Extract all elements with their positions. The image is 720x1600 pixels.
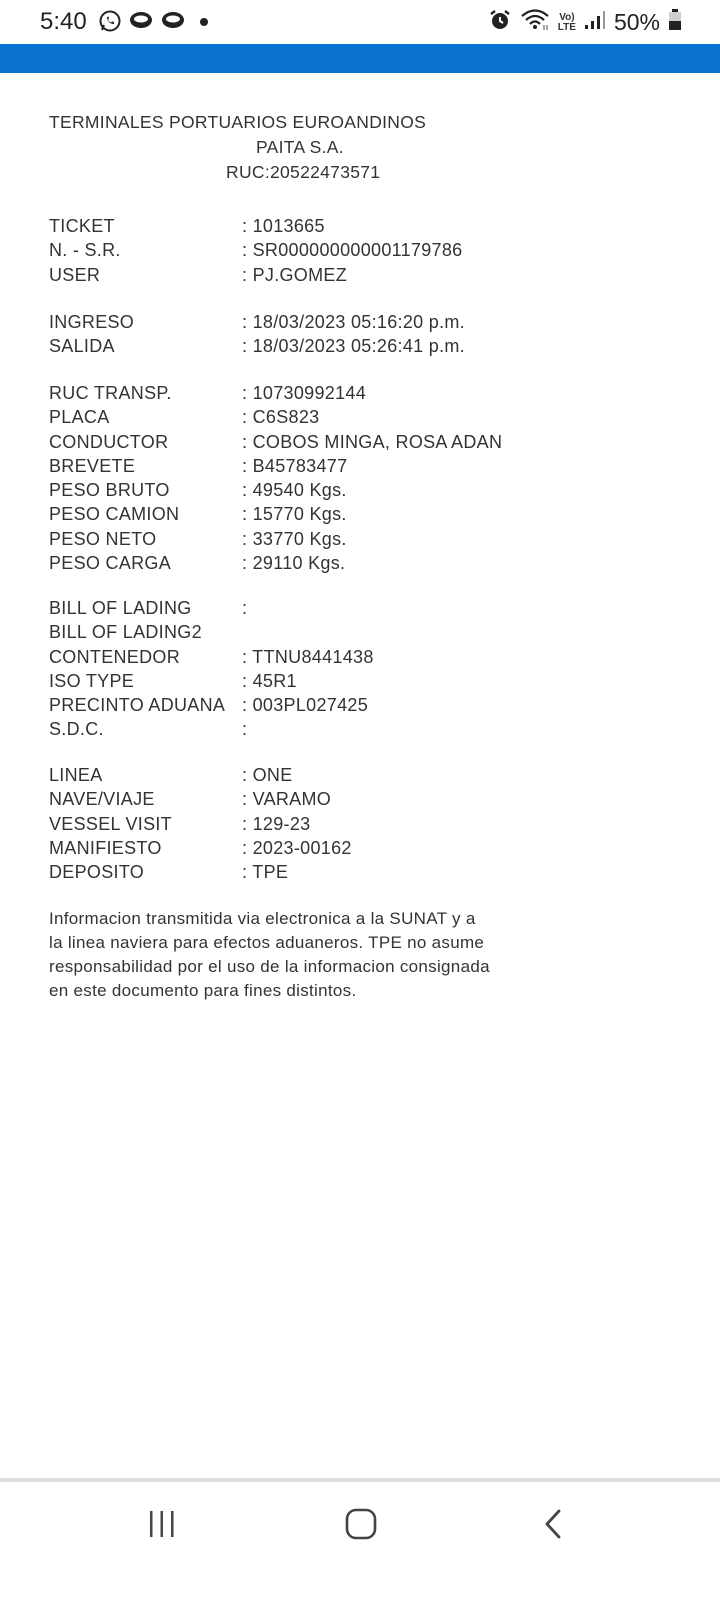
field-label: RUC TRANSP. <box>49 383 172 403</box>
ticket-row <box>49 551 502 575</box>
field-value: : 49540 Kgs. <box>242 480 347 501</box>
field-label: NAVE/VIAJE <box>49 789 155 810</box>
field-label: SALIDA <box>49 336 115 357</box>
field-label: USER <box>49 264 101 285</box>
navigation-bar <box>0 1482 720 1600</box>
field-value: : 29110 Kgs. <box>242 553 346 574</box>
field-value: : 003PL027425 <box>242 695 369 716</box>
field-value: : TTNU8441438 <box>242 646 374 667</box>
field-value: : 1013665 <box>242 216 325 236</box>
field-value: : 2023-00162 <box>242 837 352 858</box>
ticket-row <box>49 693 374 717</box>
ticket-row <box>49 527 502 551</box>
field-value: : ONE <box>242 765 293 785</box>
field-value: : 129-23 <box>242 813 311 834</box>
signal-icon <box>584 8 606 37</box>
field-value: : VARAMO <box>242 789 332 810</box>
back-icon <box>539 1507 569 1546</box>
field-value: : <box>242 719 248 740</box>
field-value: : 45R1 <box>242 670 297 691</box>
disclaimer-line: responsabilidad por el uso de la informacion consignada <box>49 957 490 976</box>
ticket-row <box>49 310 465 334</box>
volte-lte-icon <box>558 13 576 33</box>
field-label: N. - S.R. <box>49 240 121 261</box>
status-left-icons <box>98 9 212 38</box>
field-label: VESSEL VISIT <box>49 813 172 834</box>
wifi-icon <box>520 8 550 37</box>
ticket-row <box>49 502 502 526</box>
company-name-line2: PAITA S.A. <box>256 137 344 157</box>
field-value: : <box>242 598 248 618</box>
field-value: : B45783477 <box>242 455 348 476</box>
home-button[interactable] <box>326 1506 396 1546</box>
field-label: BILL OF LADING2 <box>49 622 202 643</box>
app-bar <box>0 44 720 73</box>
field-label: ISO TYPE <box>49 670 135 691</box>
field-label: S.D.C. <box>49 719 104 740</box>
ticket-row <box>49 381 502 405</box>
ticket-row <box>49 405 502 429</box>
status-bar <box>0 0 720 44</box>
ticket-row <box>49 763 352 787</box>
alarm-icon <box>488 8 512 37</box>
network-bottom-label: LTE <box>557 21 576 33</box>
field-label: PESO CAMION <box>49 504 180 525</box>
field-label: PRECINTO ADUANA <box>49 695 226 716</box>
ticket-info-group <box>49 214 462 287</box>
ticket-row <box>49 334 465 358</box>
field-label: PESO CARGA <box>49 553 172 574</box>
field-value: : 18/03/2023 05:26:41 p.m. <box>242 336 465 357</box>
field-value: : TPE <box>242 862 289 883</box>
disclaimer-line: Informacion transmitida via electronica a la SUNAT y a <box>49 909 476 928</box>
recent-apps-icon <box>147 1509 177 1544</box>
field-label: DEPOSITO <box>49 862 145 883</box>
ticket-row <box>49 214 462 238</box>
time-info-group <box>49 310 465 359</box>
disclaimer-text <box>49 907 549 1003</box>
ticket-row <box>49 238 462 262</box>
chat-bubble-icon <box>128 9 154 38</box>
network-top-label: Vo) <box>559 11 575 23</box>
ticket-row <box>49 787 352 811</box>
field-label: INGRESO <box>49 312 135 332</box>
vessel-info-group <box>49 763 352 884</box>
status-time: 5:40 <box>40 8 87 35</box>
field-label: LINEA <box>49 765 103 785</box>
dot-icon <box>192 9 212 38</box>
field-label: CONDUCTOR <box>49 431 169 452</box>
field-value: : 18/03/2023 05:16:20 p.m. <box>242 312 465 332</box>
field-label: MANIFIESTO <box>49 837 162 858</box>
field-value: : SR000000000001179786 <box>242 240 463 261</box>
field-value: : 15770 Kgs. <box>242 504 347 525</box>
status-right <box>488 8 682 37</box>
field-value: : PJ.GOMEZ <box>242 264 348 285</box>
ticket-row <box>49 263 462 287</box>
ticket-document <box>49 110 609 1000</box>
field-label: PESO BRUTO <box>49 480 170 501</box>
field-value: : C6S823 <box>242 407 320 428</box>
battery-icon <box>668 8 682 37</box>
field-value: : 10730992144 <box>242 383 367 403</box>
back-button[interactable] <box>519 1506 589 1546</box>
home-icon <box>344 1507 378 1546</box>
ticket-row <box>49 430 502 454</box>
chat-bubble-icon <box>160 9 186 38</box>
ticket-row <box>49 596 374 620</box>
recent-apps-button[interactable] <box>127 1506 197 1546</box>
disclaimer-line: en este documento para fines distintos. <box>49 981 357 1000</box>
field-label: PLACA <box>49 407 110 428</box>
field-label: BREVETE <box>49 455 136 476</box>
ticket-row <box>49 645 374 669</box>
disclaimer-line: la linea naviera para efectos aduaneros. TPE no asume <box>49 933 485 952</box>
ticket-row <box>49 812 352 836</box>
ticket-row <box>49 478 502 502</box>
field-label: PESO NETO <box>49 528 157 549</box>
transport-info-group <box>49 381 502 575</box>
field-label: BILL OF LADING <box>49 598 192 618</box>
ticket-row <box>49 454 502 478</box>
field-label: TICKET <box>49 216 115 236</box>
field-label: CONTENEDOR <box>49 646 181 667</box>
field-value: : COBOS MINGA, ROSA ADAN <box>242 431 503 452</box>
ticket-row <box>49 669 374 693</box>
ticket-row <box>49 860 352 884</box>
company-name-line1: TERMINALES PORTUARIOS EUROANDINOS <box>49 112 427 132</box>
company-ruc: RUC:20522473571 <box>226 162 381 182</box>
ticket-row <box>49 717 374 741</box>
whatsapp-icon <box>98 9 122 38</box>
cargo-info-group <box>49 596 374 742</box>
battery-level: 50% <box>613 9 660 35</box>
field-value: : 33770 Kgs. <box>242 528 347 549</box>
ticket-row <box>49 620 374 644</box>
ticket-row <box>49 836 352 860</box>
